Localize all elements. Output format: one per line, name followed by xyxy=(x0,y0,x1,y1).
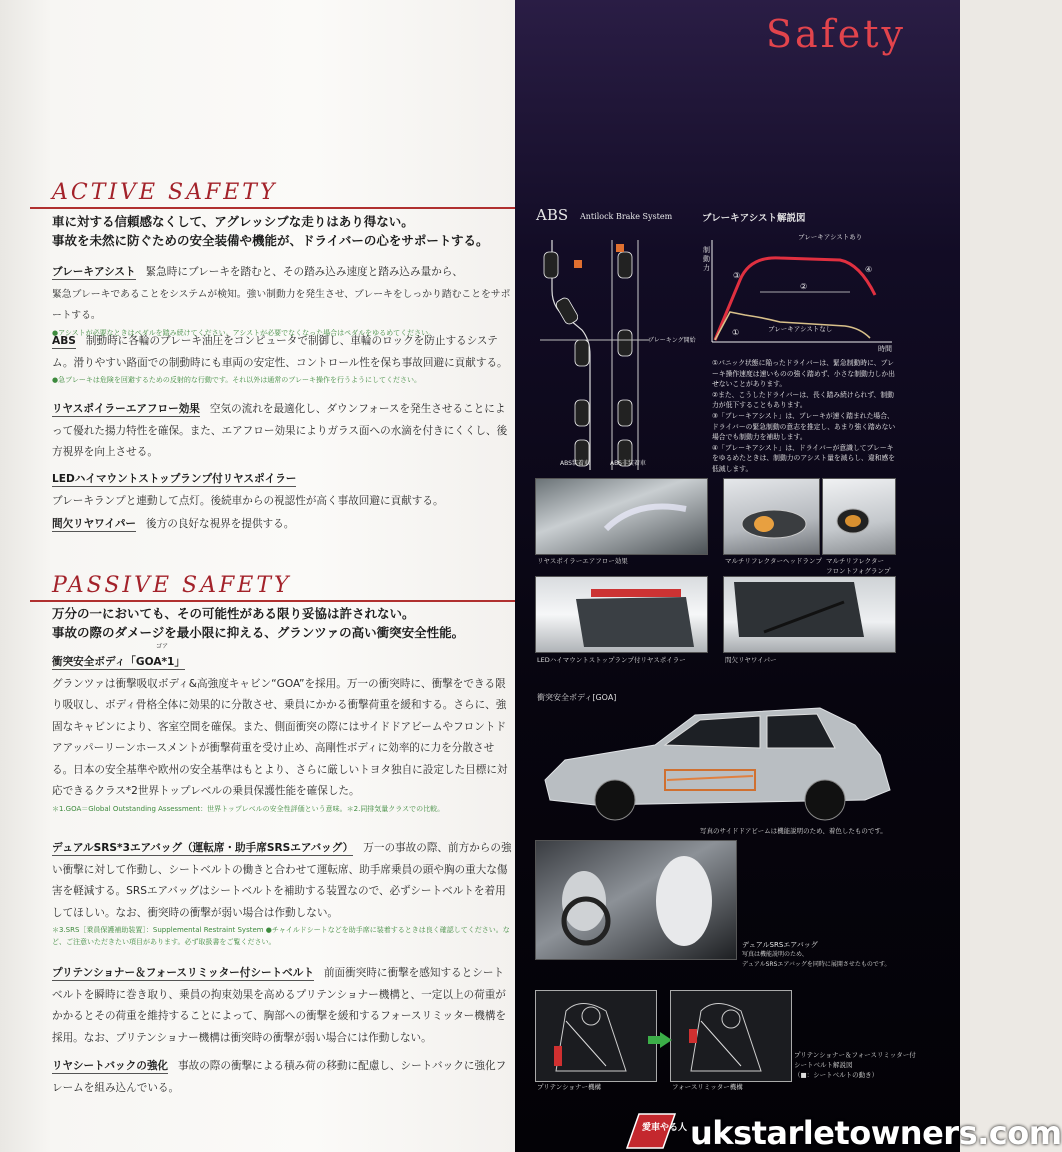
active-lead-2: 事故を未然に防ぐための安全装備や機能が、ドライバーの心をサポートする。 xyxy=(52,233,489,248)
wiper-text: 後方の良好な視界を提供する。 xyxy=(146,518,295,530)
passive-lead xyxy=(52,604,512,642)
abs-car-on-label: ABS装着車 xyxy=(560,460,590,467)
ba-step-4-marker: ④ xyxy=(865,265,873,274)
foglamp-caption: マルチリフレクター フロントフォグランプ xyxy=(826,557,891,575)
ba-step-3-marker: ③ xyxy=(733,271,741,280)
spoiler-text: 空気の流れを最適化し、ダウンフォースを発生させることによって優れた揚力特性を確保。また、エアフロー効果によりガラス面への水滴を付きにくくし、後方視界を向上させる。 xyxy=(52,403,508,458)
srs-block xyxy=(52,838,514,948)
ba-step-2: ②また、こうしたドライバーは、長く踏み続けられず、制動力が低下することもあります。 xyxy=(712,390,894,410)
seatback-block xyxy=(52,1056,514,1099)
pretensioner-diagram xyxy=(535,990,657,1082)
active-safety-title: ACTIVE SAFETY xyxy=(52,180,278,205)
goa-block xyxy=(52,643,514,815)
goa-heading: 衝突安全ボディ「GOA*1」 xyxy=(52,656,186,668)
seatback-text: 事故の際の衝撃による積み荷の移動に配慮し、シートバックに強化フレームを組み込んでいる。 xyxy=(52,1060,507,1094)
abs-diagram xyxy=(530,230,710,475)
belt-text: 前面衝突時に衝撃を感知するとシートベルトを瞬時に巻き取り、乗員の拘束効果を高めるプリテンショナー機構と、一定以上の荷重がかかるとその荷重を維持することによって、胸部への衝撃を緩和するフォースリミッター機構を採用。なお、プリテンショナー機構は衝突時の衝撃が弱い場合には作動しない。 xyxy=(52,967,507,1044)
brake-assist-title: ブレーキアシスト解説図 xyxy=(702,213,806,224)
brake-assist-chart xyxy=(700,230,900,355)
ba-explanation xyxy=(712,358,897,475)
abs-marker-1 xyxy=(574,260,582,268)
led-text: ブレーキランプと連動して点灯。後続車からの視認性が高く事故回避に貢献する。 xyxy=(52,494,444,507)
spoiler-heading: リヤスポイラーエアフロー効果 xyxy=(52,403,200,415)
site-watermark: ukstarletowners.com xyxy=(690,1114,1062,1152)
abs-heading: ABS xyxy=(52,335,76,347)
arrow-right-icon xyxy=(648,1032,672,1048)
brake-assist-heading: ブレーキアシスト xyxy=(52,266,136,278)
braking-start-label: ブレーキング開始 xyxy=(648,337,696,344)
srs-heading: デュアルSRS*3エアバッグ（運転席・助手席SRSエアバッグ） xyxy=(52,842,354,854)
ba-with-label: ブレーキアシストあり xyxy=(798,233,863,241)
ba-step-1: ①パニック状態に陥ったドライバーは、緊急制動時に、ブレーキ操作速度は速いものの強く踏めず、小さな制動力しか出せないことがあります。 xyxy=(712,359,895,389)
stamp-text: 愛車やる人 xyxy=(642,1123,688,1133)
wiper-heading: 間欠リヤワイパー xyxy=(52,518,137,530)
abs-block xyxy=(52,331,514,386)
ba-x-label: 時間 xyxy=(878,345,892,353)
brake-assist-block xyxy=(52,262,514,339)
passive-safety-rule xyxy=(30,600,515,602)
abs-label: ABS xyxy=(536,206,569,224)
led-block xyxy=(52,469,514,512)
ba-step-1-marker: ① xyxy=(732,328,740,337)
forcelimiter-diagram xyxy=(670,990,792,1082)
passive-lead-1: 万分の一においても、その可能性がある限り妥協は許されない。 xyxy=(52,606,415,621)
forcelimiter-caption: フォースリミッター機構 xyxy=(672,1083,743,1091)
brake-assist-note: ●アシストが必要なときはペダルを踏み続けてください。アシストが必要でなくなった場合はペダルをゆるめてください。 xyxy=(52,328,436,337)
led-spoiler-photo xyxy=(535,576,708,653)
airbag-caption: デュアルSRSエアバッグ xyxy=(742,941,818,949)
passive-safety-title: PASSIVE SAFETY xyxy=(52,573,292,598)
goa-body-illustration xyxy=(535,700,905,830)
passive-lead-2: 事故の際のダメージを最小限に抑える、グランツァの高い衝突安全性能。 xyxy=(52,625,465,640)
airbag-photo xyxy=(535,840,737,960)
abs-car-off-label: ABS非装着車 xyxy=(610,460,646,467)
belt-block xyxy=(52,963,514,1049)
abs-marker-2 xyxy=(616,244,624,252)
ba-without-label: ブレーキアシストなし xyxy=(768,325,833,333)
led-caption: LEDハイマウントストップランプ付リヤスポイラー xyxy=(537,656,686,664)
ba-y-label: 制動力 xyxy=(703,246,710,272)
wiper-block xyxy=(52,514,514,536)
belt-diagram-caption: プリテンショナー＆フォースリミッター付 シートベルト解説図 （■：シートベルトの動き） xyxy=(794,1051,916,1079)
pretensioner-caption: プリテンショナー機構 xyxy=(537,1083,601,1091)
active-safety-rule xyxy=(30,207,515,209)
safety-title: Safety xyxy=(766,12,906,56)
ba-step-4: ④「ブレーキアシスト」は、ドライバーが意識してブレーキをゆるめたときは、制動力のアシスト量を減らし、違和感を低減します。 xyxy=(712,443,896,473)
ba-step-2-marker: ② xyxy=(800,282,808,291)
abs-sublabel: Antilock Brake System xyxy=(580,212,673,221)
spoiler-airflow-photo xyxy=(535,478,708,555)
left-panel xyxy=(0,0,515,1152)
foglamp-photo xyxy=(822,478,896,555)
headlamp-caption: マルチリフレクターヘッドランプ xyxy=(725,557,822,565)
wiper-caption: 間欠リヤワイパー xyxy=(725,656,777,664)
brake-assist-text-2: 緊急ブレーキであることをシステムが検知。強い制動力を発生させ、ブレーキをしっかり踏むことをサポートする。 xyxy=(52,288,511,321)
goa-text: グランツァは衝撃吸収ボディ&高強度キャビン“GOA”を採用。万一の衝突時に、衝撃をできる限り吸収し、ボディ骨格全体に効果的に分散させ、乗員にかかる衝撃荷重を緩和する。さらに、強固なキャビンにより、客室空間を確保。また、側面衝突の際にはサイドドアビームやフロントドアアッパーリーンホースメントが衝撃荷重を受け止め、高剛性ボディに効率的に力を分散させる。日本の安全基準や欧州の安全基準はもとより、さらに厳しいトヨタ独自に設定した目標に対応できるクラス*2世界トップレベルの乗員保護性能を確保した。 xyxy=(52,677,508,797)
abs-cars-right xyxy=(618,252,632,466)
airbag-note: 写真は機能説明のため、 デュアルSRSエアバッグを同時に展開させたものです。 xyxy=(742,951,891,968)
spoiler-block xyxy=(52,399,514,464)
led-heading: LEDハイマウントストップランプ付リヤスポイラー xyxy=(52,473,297,485)
headlamp-photo xyxy=(723,478,820,555)
active-lead-1: 車に対する信頼感なくして、アグレッシブな走りはあり得ない。 xyxy=(52,214,414,229)
abs-note: ●急ブレーキは危険を回避するための反射的な行動です。それ以外は通常のブレーキ操作を行うようにしてください。 xyxy=(52,376,421,384)
seatback-heading: リヤシートバックの強化 xyxy=(52,1060,169,1072)
rear-wiper-photo xyxy=(723,576,896,653)
brake-assist-text-1: 緊急時にブレーキを踏むと、その踏み込み速度と踏み込み量から、 xyxy=(145,266,463,278)
goa-ruby: ゴア xyxy=(156,643,169,650)
spoiler-caption: リヤスポイラーエアフロー効果 xyxy=(537,557,628,565)
goa-caption: 衝突安全ボディ[GOA] xyxy=(537,693,617,702)
srs-note: ＊3.SRS［乗員保護補助装置］：Supplemental Restraint System ●チャイルドシートなどを助手席に装着するときは良く確認してください。など、ご注意いただきたい項目があります。必ず取扱書をご覧ください。 xyxy=(52,926,510,946)
goa-photo-note: 写真のサイドドアビームは機能説明のため、着色したものです。 xyxy=(700,827,887,835)
active-lead xyxy=(52,212,512,250)
goa-note: ＊1.GOA＝Global Outstanding Assessment：世界トップレベルの安全性評価という意味。＊2.同排気量クラスでの比較。 xyxy=(52,804,445,813)
belt-heading: プリテンショナー＆フォースリミッター付シートベルト xyxy=(52,967,314,979)
ba-step-3: ③「ブレーキアシスト」は、ブレーキが速く踏まれた場合、ドライバーの緊急制動の意志を推定し、あまり強く踏めない場合でも制動力を補助します。 xyxy=(712,411,896,442)
abs-text: 制動時に各輪のブレーキ油圧をコンピュータで制御し、車輪のロックを防止するシステム。滑りやすい路面での制動時にも車両の安定性、コントロール性を保ち事故回避に貢献する。 xyxy=(52,335,508,369)
srs-text: 万一の事故の際、前方からの強い衝撃に対して作動し、シートベルトの働きと合わせて運転席、助手席乗員の頭や胸の重大な傷害を軽減する。SRSエアバッグはシートベルトを補助する装置なので、必ずシートベルトを着用してほしい。なお、衝突時の衝撃が弱い場合は作動しない。 xyxy=(52,842,512,919)
